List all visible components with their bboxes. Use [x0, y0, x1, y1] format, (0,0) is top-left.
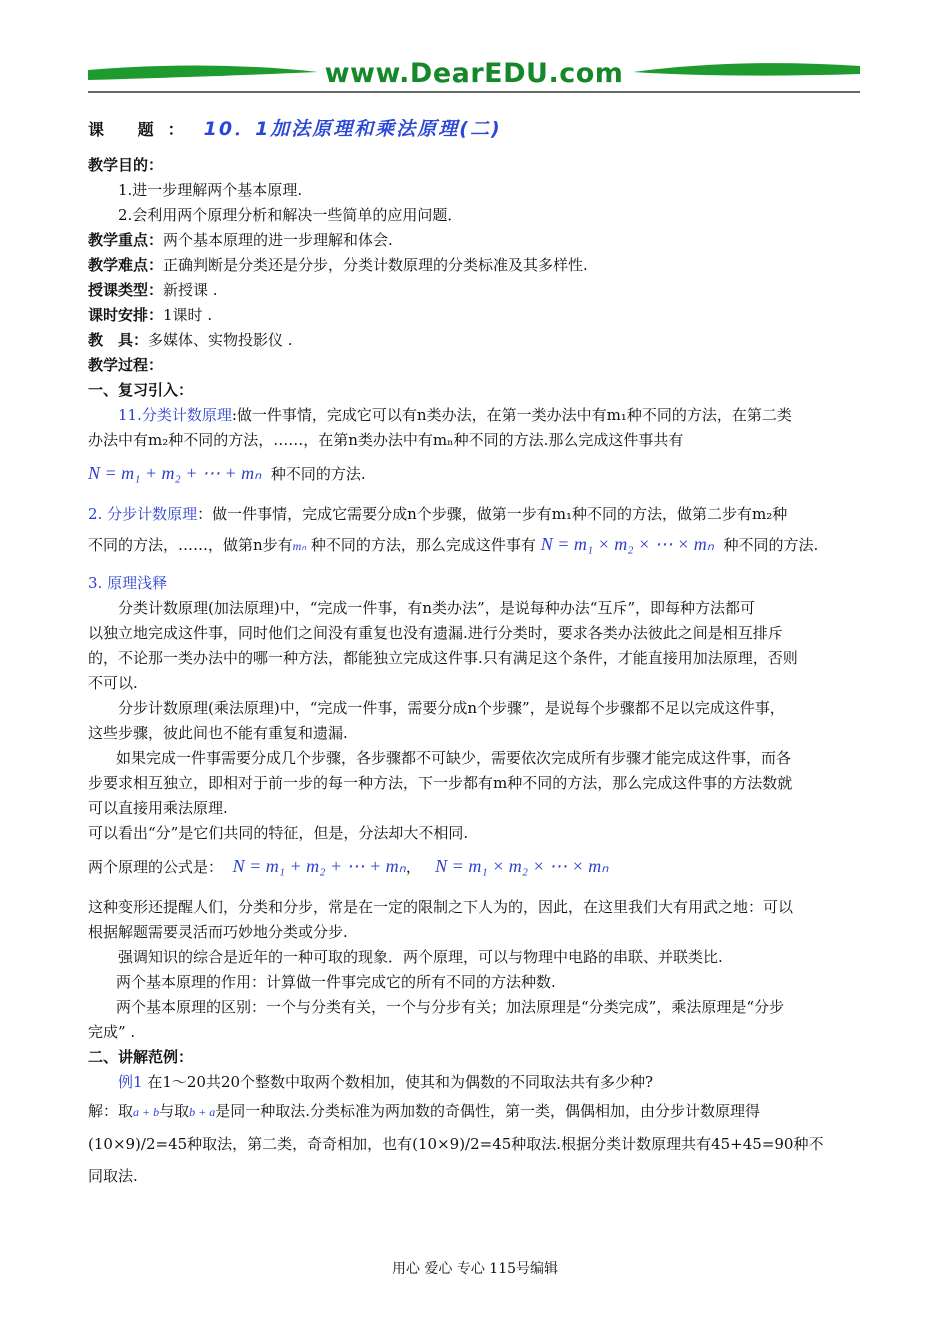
info-label: 教学难点：: [88, 256, 164, 274]
m-n-symbol: mₙ: [292, 539, 307, 553]
solution-text: 解：取: [88, 1102, 134, 1120]
paragraph-line: 两个基本原理的区别：一个与分类有关，一个与分步有关；加法原理是“分类完成”，乘法原理是“分步: [116, 998, 785, 1016]
solution-text: 是同一种取法.分类标准为两加数的奇偶性，第一类，偶偶相加，由分步计数原理得: [215, 1102, 761, 1120]
formula-line: [88, 453, 860, 494]
principle-name: 1.分类计数原理: [127, 406, 232, 424]
info-value: 多媒体、实物投影仪 .: [148, 331, 293, 349]
page-header: [88, 52, 860, 96]
info-value: 1课时 .: [163, 306, 213, 324]
paragraph-line: 以独立地完成这件事，同时他们之间没有重复也没有遗漏.进行分类时，要求各类办法彼此之间是相互排斥: [88, 624, 783, 642]
paragraph-line: 步要求相互独立，即相对于前一步的每一种方法，下一步都有m种不同的方法，那么完成这件事的方法数就: [88, 774, 793, 792]
solution-line: (10×9)/2=45种取法，第二类，奇奇相加，也有(10×9)/2=45种取法.根据分类计数原理共有45+45=90种不: [88, 1135, 824, 1153]
section-heading: 一、复习引入：: [88, 381, 194, 399]
formula-separator: ，: [405, 858, 421, 876]
example-label: 例1: [118, 1073, 143, 1091]
info-row: [88, 278, 860, 303]
spacer: [88, 563, 860, 571]
solution-line: 同取法.: [88, 1167, 138, 1185]
paragraph-line: 可以直接用乘法原理.: [88, 799, 228, 817]
addition-formula: N = m₁ + m₂ + ⋯ + mₙ: [88, 463, 262, 483]
info-label: 教 具：: [88, 331, 149, 349]
formula-tail: 种不同的方法.: [723, 536, 819, 554]
principle-name: 3. 原理浅释: [88, 574, 168, 592]
info-row: [88, 228, 860, 253]
section-heading: 二、讲解范例：: [88, 1048, 194, 1066]
info-value: 新授课 .: [163, 281, 218, 299]
paragraph-line: 两个基本原理的作用：计算做一件事完成它的所有不同的方法种数.: [116, 973, 556, 991]
paragraph-line: 这种变形还提醒人们，分类和分步，常是在一定的限制之下人为的，因此，在这里我们大有用武之地：可以: [88, 898, 794, 916]
paragraph-line: 的，不论那一类办法中的哪一种方法，都能独立完成这件事.只有满足这个条件，才能直接用加法原理，否则: [88, 649, 798, 667]
page-footer: 用心 爱心 专心 115号编辑: [391, 1261, 559, 1277]
paragraph-text: 种不同的方法，那么完成这件事有: [310, 536, 536, 554]
goal-item: 1.进一步理解两个基本原理.: [118, 181, 303, 199]
goals-label: 教学目的：: [88, 156, 164, 174]
info-value: 正确判断是分类还是分步，分类计数原理的分类标准及其多样性.: [163, 256, 588, 274]
sum-expression: a + b: [133, 1105, 160, 1119]
paragraph-line: [88, 527, 860, 563]
info-label: 教学重点：: [88, 231, 164, 249]
example-question: [88, 1070, 860, 1095]
document-body: [88, 112, 860, 1192]
paragraph-line: 不可以.: [88, 674, 138, 692]
principle-name: 2. 分步计数原理: [88, 505, 198, 523]
title-label: 课 题：: [88, 120, 198, 139]
question-text: 在1～20共20个整数中取两个数相加，使其和为偶数的不同取法共有多少种?: [147, 1073, 654, 1091]
paragraph-line: 分类计数原理(加法原理)中，“完成一件事，有n类办法”，是说每种办法“互斥”，即每种方法都可: [118, 599, 756, 617]
paragraph-line: 如果完成一件事需要分成几个步骤，各步骤都不可缺少，需要依次完成所有步骤才能完成这件事，而各: [116, 749, 792, 767]
paragraph-line: 分步计数原理(乘法原理)中，“完成一件事，需要分成n个步骤”，是说每个步骤都不足以完成这件事，: [118, 699, 785, 717]
info-row: [88, 328, 860, 353]
paragraph-line: 这些步骤，彼此间也不能有重复和遗漏.: [88, 724, 348, 742]
formula-label: 两个原理的公式是：: [88, 858, 224, 876]
title-text: 10．1加法原理和乘法原理(二): [203, 118, 502, 140]
formula-line: [88, 846, 860, 887]
paragraph-text: 不同的方法，……，做第n步有: [88, 536, 293, 554]
formula-tail: 种不同的方法.: [270, 465, 366, 483]
spacer: [88, 887, 860, 895]
paragraph-line: 可以看出“分”是它们共同的特征，但是，分法却大不相同.: [88, 824, 469, 842]
spacer: [88, 494, 860, 502]
paragraph-line: [88, 502, 860, 527]
site-name: www.DearEDU.com: [324, 58, 624, 89]
info-row: [88, 303, 860, 328]
item-number: 1: [118, 406, 128, 424]
paragraph-line: 办法中有m₂种不同的方法，……，在第n类办法中有mₙ种不同的方法.那么完成这件事共有: [88, 431, 684, 449]
sum-expression: b + a: [189, 1105, 216, 1119]
info-label: 课时安排：: [88, 306, 164, 324]
paragraph-line: 根据解题需要灵活而巧妙地分类或分步.: [88, 923, 348, 941]
goal-item: 2.会利用两个原理分析和解决一些简单的应用问题．: [118, 206, 463, 224]
info-label: 授课类型：: [88, 281, 164, 299]
paragraph-line: 强调知识的综合是近年的一种可取的现象．两个原理，可以与物理中电路的串联、并联类比.: [118, 948, 723, 966]
multiplication-formula: N = m₁ × m₂ × ⋯ × mₙ: [435, 856, 609, 876]
info-row: [88, 253, 860, 278]
paragraph-text: :做一件事情，完成它可以有n类办法，在第一类办法中有m₁种不同的方法，在第二类: [231, 406, 792, 424]
solution-line: [88, 1095, 860, 1128]
paragraph-line: [88, 403, 860, 428]
lesson-title: [88, 112, 860, 147]
process-label: 教学过程：: [88, 356, 164, 374]
paragraph-line: 完成” .: [88, 1023, 136, 1041]
addition-formula: N = m₁ + m₂ + ⋯ + mₙ: [232, 856, 406, 876]
multiplication-formula: N = m₁ × m₂ × ⋯ × mₙ: [540, 534, 714, 554]
info-value: 两个基本原理的进一步理解和体会.: [163, 231, 393, 249]
paragraph-text: ：做一件事情，完成它需要分成n个步骤，做第一步有m₁种不同的方法，做第二步有m₂种: [197, 505, 788, 523]
solution-text: 与取: [159, 1102, 190, 1120]
